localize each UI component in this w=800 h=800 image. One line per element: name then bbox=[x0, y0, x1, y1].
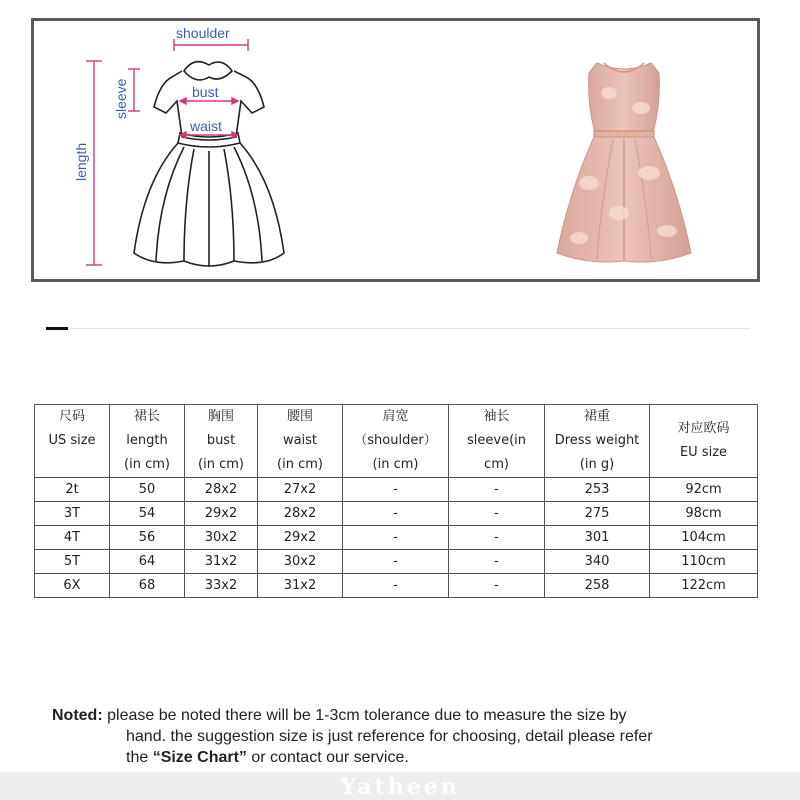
cell-bust: 28x2 bbox=[185, 478, 258, 502]
size-chart-reference: “Size Chart” bbox=[152, 749, 247, 766]
cell-dress-weight: 301 bbox=[545, 526, 650, 550]
waist-label: waist bbox=[190, 118, 222, 134]
cell-length: 64 bbox=[110, 550, 185, 574]
cell-length: 56 bbox=[110, 526, 185, 550]
table-row bbox=[35, 526, 758, 550]
note-label: Noted: bbox=[52, 707, 103, 724]
note-line-3-start: the bbox=[126, 749, 153, 766]
table-header-row bbox=[35, 405, 758, 478]
cell-waist: 30x2 bbox=[258, 550, 343, 574]
cell-us-size: 5T bbox=[35, 550, 110, 574]
cell-bust: 29x2 bbox=[185, 502, 258, 526]
cell-us-size: 3T bbox=[35, 502, 110, 526]
header-eu-size: 对应欧码 EU size bbox=[650, 405, 758, 478]
header-bust: 胸围 bust (in cm) bbox=[185, 405, 258, 478]
bust-label: bust bbox=[192, 84, 219, 100]
header-dress-weight: 裙重 Dress weight (in g) bbox=[545, 405, 650, 478]
cell-us-size: 2t bbox=[35, 478, 110, 502]
cell-length: 54 bbox=[110, 502, 185, 526]
cell-us-size: 6X bbox=[35, 574, 110, 598]
cell-length: 50 bbox=[110, 478, 185, 502]
cell-sleeve: - bbox=[449, 526, 545, 550]
watermark-band bbox=[0, 772, 800, 800]
sleeve-label: sleeve bbox=[113, 78, 129, 119]
table-row bbox=[35, 550, 758, 574]
dress-photo bbox=[549, 53, 699, 273]
cell-sleeve: - bbox=[449, 574, 545, 598]
note-line-1: please be noted there will be 1-3cm tolerance due to measure the size by bbox=[107, 707, 627, 724]
cell-dress-weight: 253 bbox=[545, 478, 650, 502]
brand-watermark: Yatheen bbox=[340, 774, 460, 800]
cell-shoulder: - bbox=[343, 478, 449, 502]
cell-waist: 29x2 bbox=[258, 526, 343, 550]
divider-line bbox=[70, 328, 750, 329]
cell-dress-weight: 340 bbox=[545, 550, 650, 574]
cell-eu-size: 122cm bbox=[650, 574, 758, 598]
measurement-lines bbox=[86, 39, 248, 265]
cell-waist: 31x2 bbox=[258, 574, 343, 598]
cell-shoulder: - bbox=[343, 550, 449, 574]
cell-dress-weight: 258 bbox=[545, 574, 650, 598]
table-row bbox=[35, 574, 758, 598]
shoulder-label: shoulder bbox=[176, 25, 230, 41]
cell-length: 68 bbox=[110, 574, 185, 598]
cell-eu-size: 92cm bbox=[650, 478, 758, 502]
tolerance-note bbox=[52, 705, 762, 768]
cell-eu-size: 110cm bbox=[650, 550, 758, 574]
header-shoulder: 肩宽 （shoulder） (in cm) bbox=[343, 405, 449, 478]
cell-sleeve: - bbox=[449, 478, 545, 502]
cell-bust: 31x2 bbox=[185, 550, 258, 574]
cell-waist: 28x2 bbox=[258, 502, 343, 526]
cell-eu-size: 98cm bbox=[650, 502, 758, 526]
cell-sleeve: - bbox=[449, 502, 545, 526]
header-length: 裙长 length (in cm) bbox=[110, 405, 185, 478]
cell-shoulder: - bbox=[343, 502, 449, 526]
cell-us-size: 4T bbox=[35, 526, 110, 550]
cell-shoulder: - bbox=[343, 526, 449, 550]
note-line-3-end: or contact our service. bbox=[246, 749, 409, 766]
header-us-size: 尺码 US size bbox=[35, 405, 110, 478]
cell-bust: 33x2 bbox=[185, 574, 258, 598]
cell-dress-weight: 275 bbox=[545, 502, 650, 526]
size-chart-table bbox=[34, 404, 758, 598]
header-waist: 腰围 waist (in cm) bbox=[258, 405, 343, 478]
cell-eu-size: 104cm bbox=[650, 526, 758, 550]
length-label: length bbox=[73, 142, 89, 181]
measurement-panel bbox=[31, 18, 760, 282]
cell-waist: 27x2 bbox=[258, 478, 343, 502]
cell-shoulder: - bbox=[343, 574, 449, 598]
cell-bust: 30x2 bbox=[185, 526, 258, 550]
dash-mark bbox=[46, 327, 68, 330]
cell-sleeve: - bbox=[449, 550, 545, 574]
table-row bbox=[35, 478, 758, 502]
measurement-diagram bbox=[34, 21, 514, 279]
table-row bbox=[35, 502, 758, 526]
header-sleeve: 袖长 sleeve(in cm) bbox=[449, 405, 545, 478]
note-line-2: hand. the suggestion size is just reference for choosing, detail please refer bbox=[126, 728, 653, 745]
